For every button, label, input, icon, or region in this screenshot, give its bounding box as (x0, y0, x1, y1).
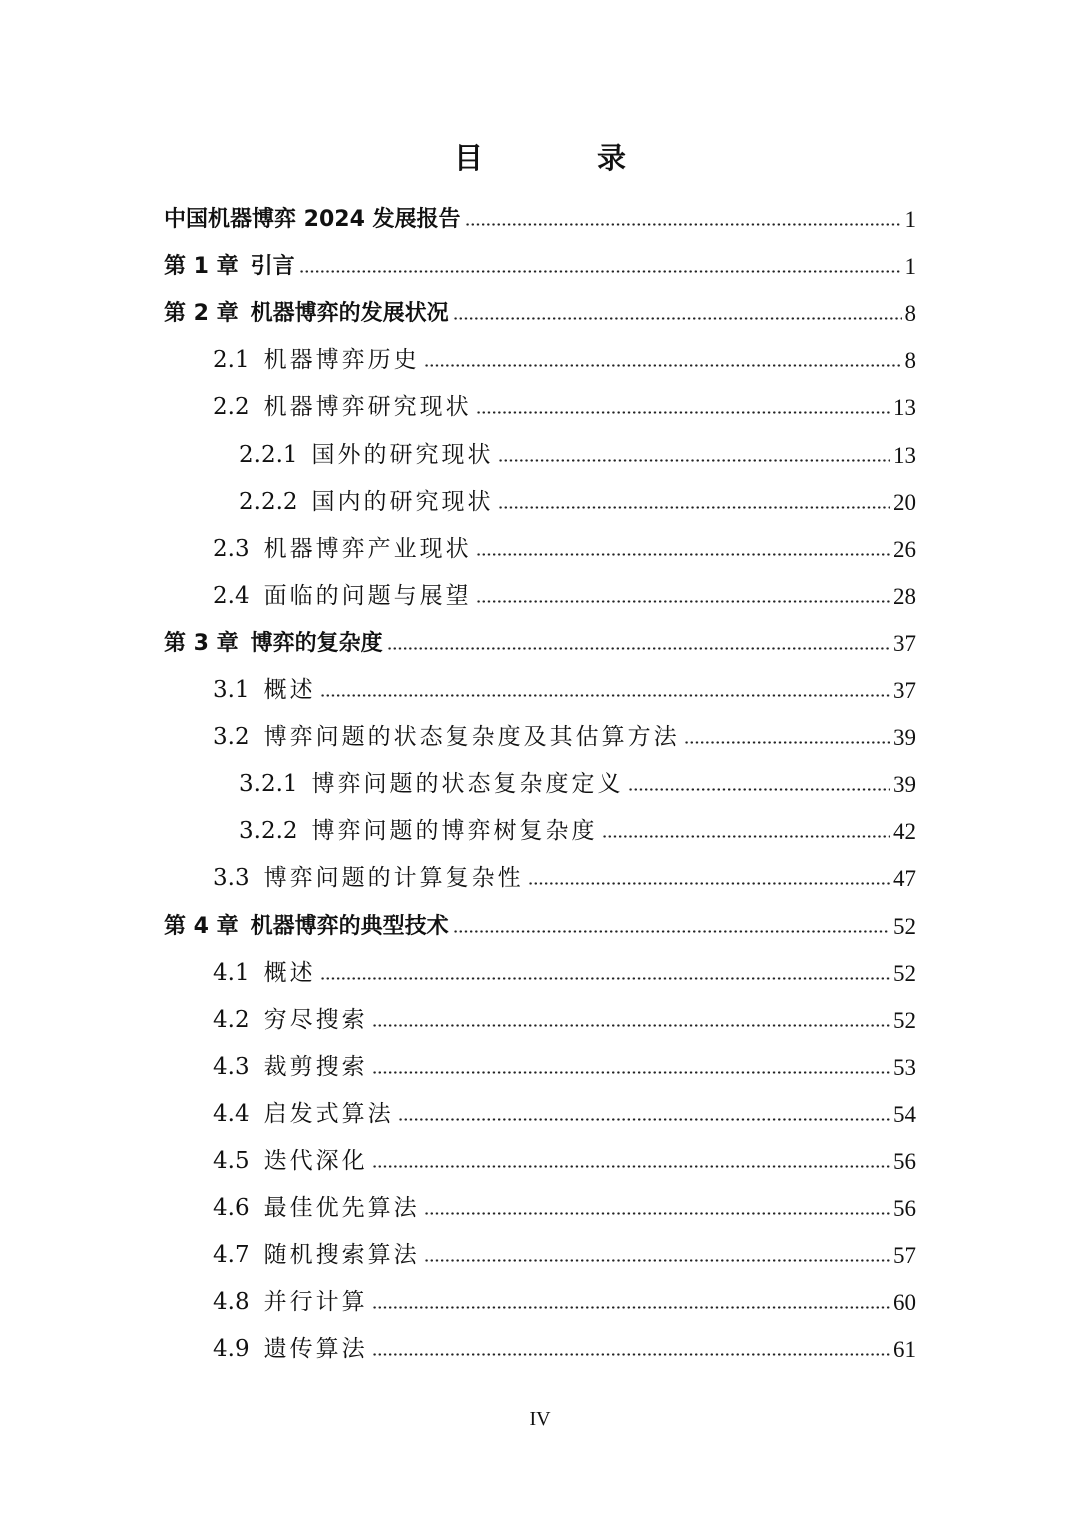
dot-leader (424, 1212, 890, 1215)
toc-entry-label (213, 997, 368, 1044)
toc-entry-title: 博弈问题的博弈树复杂度 (311, 818, 598, 844)
toc-entry-title: 机器博弈的发展状况 (250, 301, 449, 326)
dot-leader (372, 1024, 890, 1027)
toc-entry-label (164, 290, 449, 337)
toc-entry[interactable] (0, 243, 916, 290)
toc-entry[interactable] (0, 620, 916, 667)
dot-leader (398, 1118, 890, 1121)
toc-entry[interactable] (0, 526, 916, 573)
dot-leader (602, 835, 890, 838)
toc-entry-number: 2.2.2 (239, 489, 298, 515)
toc-entry-label (213, 1279, 368, 1326)
dot-leader (476, 553, 890, 556)
toc-entry-title: 迭代深化 (263, 1148, 368, 1174)
toc-entry-page-number: 8 (904, 348, 916, 373)
toc-entry-label (213, 337, 420, 384)
toc-entry-page-number: 54 (893, 1102, 916, 1127)
toc-entry[interactable] (0, 950, 916, 997)
toc-entry-page-number: 56 (893, 1149, 916, 1174)
toc-entry-page-number: 8 (904, 301, 916, 326)
toc-entry-title: 最佳优先算法 (263, 1195, 420, 1221)
toc-entry[interactable] (0, 290, 916, 337)
toc-entry-label (213, 1185, 420, 1232)
toc-entry-number: 4.9 (213, 1336, 250, 1362)
toc-entry-title: 机器博弈研究现状 (263, 394, 472, 420)
toc-entry-number: 3.2.1 (239, 771, 298, 797)
toc-entry-page-number: 37 (893, 631, 916, 656)
toc-entry[interactable] (0, 808, 916, 855)
toc-entry-page-number: 20 (893, 490, 916, 515)
toc-entry[interactable] (0, 997, 916, 1044)
toc-entry-number: 2.3 (213, 536, 250, 562)
dot-leader (498, 506, 890, 509)
toc-entry[interactable] (0, 1279, 916, 1326)
toc-entry-page-number: 1 (904, 207, 916, 232)
dot-leader (476, 411, 890, 414)
toc-entry[interactable] (0, 432, 916, 479)
toc-entry-page-number: 52 (893, 961, 916, 986)
toc-entry-page-number: 42 (893, 819, 916, 844)
toc-entry-label (164, 903, 449, 950)
toc-entry[interactable] (0, 667, 916, 714)
toc-entry-page-number: 61 (893, 1337, 916, 1362)
toc-entry-title: 并行计算 (263, 1289, 368, 1315)
toc-entry-title: 博弈问题的计算复杂性 (263, 865, 524, 891)
dot-leader (476, 600, 890, 603)
toc-entry-number: 4.8 (213, 1289, 250, 1315)
toc-entry-label (239, 479, 494, 526)
toc-entry[interactable] (0, 1138, 916, 1185)
dot-leader (498, 459, 890, 462)
toc-entry-page-number: 47 (893, 866, 916, 891)
toc-entry-number: 4.1 (213, 960, 250, 986)
toc-entry-page-number: 52 (893, 1008, 916, 1033)
dot-leader (528, 882, 890, 885)
toc-entry-label (213, 1232, 420, 1279)
toc-entry-number: 3.2 (213, 724, 250, 750)
toc-entry[interactable] (0, 1044, 916, 1091)
toc-entry-title: 机器博弈的典型技术 (250, 914, 449, 939)
page-number: IV (529, 1408, 551, 1430)
toc-entry-title: 遗传算法 (263, 1336, 368, 1362)
toc-entry-title: 概述 (263, 960, 316, 986)
toc-entry-label (213, 384, 472, 431)
toc-entry-title: 国内的研究现状 (311, 489, 494, 515)
toc-entry-label (164, 196, 461, 243)
dot-leader (299, 270, 902, 273)
toc-entry-label (213, 573, 472, 620)
toc-entry[interactable] (0, 761, 916, 808)
toc-entry-title: 博弈的复杂度 (250, 631, 383, 656)
dot-leader (453, 317, 902, 320)
toc-entry-title: 国外的研究现状 (311, 442, 494, 468)
toc-entry-page-number: 39 (893, 772, 916, 797)
toc-entry-label (213, 950, 316, 997)
toc-entry-title: 博弈问题的状态复杂度及其估算方法 (263, 724, 680, 750)
toc-entry-page-number: 13 (893, 443, 916, 468)
dot-leader (424, 364, 902, 367)
toc-entry-label (213, 1138, 368, 1185)
toc-entry-number: 第 4 章 (164, 914, 239, 939)
toc-entry-number: 2.4 (213, 583, 250, 609)
toc-entry-title: 启发式算法 (263, 1101, 394, 1127)
toc-entry[interactable] (0, 196, 916, 243)
toc-entry[interactable] (0, 855, 916, 902)
toc-entry-title: 中国机器博弈 2024 发展报告 (164, 207, 461, 232)
toc-entry-number: 第 1 章 (164, 254, 239, 279)
toc-entry-page-number: 57 (893, 1243, 916, 1268)
toc-entry-number: 4.6 (213, 1195, 250, 1221)
toc-entry-label (213, 1326, 368, 1373)
toc-entry-page-number: 60 (893, 1290, 916, 1315)
toc-entry-title: 博弈问题的状态复杂度定义 (311, 771, 624, 797)
toc-entry-label (213, 1044, 368, 1091)
toc-entry[interactable] (0, 384, 916, 431)
toc-entry-number: 2.2.1 (239, 442, 298, 468)
toc-entry-page-number: 52 (893, 914, 916, 939)
toc-entry-title: 穷尽搜索 (263, 1007, 368, 1033)
toc-entry[interactable] (0, 573, 916, 620)
toc-entry-title: 机器博弈历史 (263, 347, 420, 373)
toc-entry-label (213, 1091, 394, 1138)
dot-leader (387, 647, 890, 650)
toc-entry[interactable] (0, 903, 916, 950)
toc-entry-page-number: 1 (904, 254, 916, 279)
toc-entry-title: 机器博弈产业现状 (263, 536, 472, 562)
toc-entry[interactable] (0, 479, 916, 526)
toc-entry[interactable] (0, 1185, 916, 1232)
toc-entry-page-number: 37 (893, 678, 916, 703)
toc-entry[interactable] (0, 1326, 916, 1373)
toc-entry-number: 3.1 (213, 677, 250, 703)
toc-entry-page-number: 39 (893, 725, 916, 750)
dot-leader (372, 1306, 890, 1309)
toc-entry-label (164, 620, 383, 667)
dot-leader (453, 930, 890, 933)
dot-leader (628, 788, 890, 791)
toc-entry-title: 随机搜索算法 (263, 1242, 420, 1268)
dot-leader (684, 741, 890, 744)
toc-entry-title: 裁剪搜索 (263, 1054, 368, 1080)
toc-entry[interactable] (0, 337, 916, 384)
dot-leader (424, 1259, 890, 1262)
toc-entry-page-number: 28 (893, 584, 916, 609)
toc-entry-number: 4.4 (213, 1101, 250, 1127)
toc-entry-page-number: 26 (893, 537, 916, 562)
dot-leader (372, 1165, 890, 1168)
toc-entry-number: 4.7 (213, 1242, 250, 1268)
toc-entry-label (213, 855, 524, 902)
dot-leader (372, 1353, 890, 1356)
toc-entry-number: 4.5 (213, 1148, 250, 1174)
toc-entry-number: 4.2 (213, 1007, 250, 1033)
toc-entry[interactable] (0, 1232, 916, 1279)
toc-entry-label (213, 526, 472, 573)
toc-entry-label (239, 808, 598, 855)
toc-entry-label (239, 761, 624, 808)
dot-leader (465, 223, 902, 226)
toc-entry-label (239, 432, 494, 479)
toc-entry[interactable] (0, 1091, 916, 1138)
toc-entry-number: 4.3 (213, 1054, 250, 1080)
toc-entry-number: 2.2 (213, 394, 250, 420)
toc-entry[interactable] (0, 714, 916, 761)
toc-entry-number: 第 3 章 (164, 631, 239, 656)
dot-leader (320, 977, 890, 980)
toc-entry-label (164, 243, 295, 290)
toc-entry-number: 第 2 章 (164, 301, 239, 326)
toc-entry-page-number: 53 (893, 1055, 916, 1080)
toc-entry-title: 面临的问题与展望 (263, 583, 472, 609)
page-title: 目 录 (453, 141, 679, 175)
toc-entry-title: 引言 (250, 254, 295, 279)
toc-entry-title: 概述 (263, 677, 316, 703)
dot-leader (372, 1071, 890, 1074)
toc-entry-number: 3.2.2 (239, 818, 298, 844)
toc-entry-number: 2.1 (213, 347, 250, 373)
toc-entry-label (213, 667, 316, 714)
toc-entry-label (213, 714, 680, 761)
toc-entry-page-number: 56 (893, 1196, 916, 1221)
dot-leader (320, 694, 890, 697)
toc-entry-page-number: 13 (893, 395, 916, 420)
toc-entry-number: 3.3 (213, 865, 250, 891)
